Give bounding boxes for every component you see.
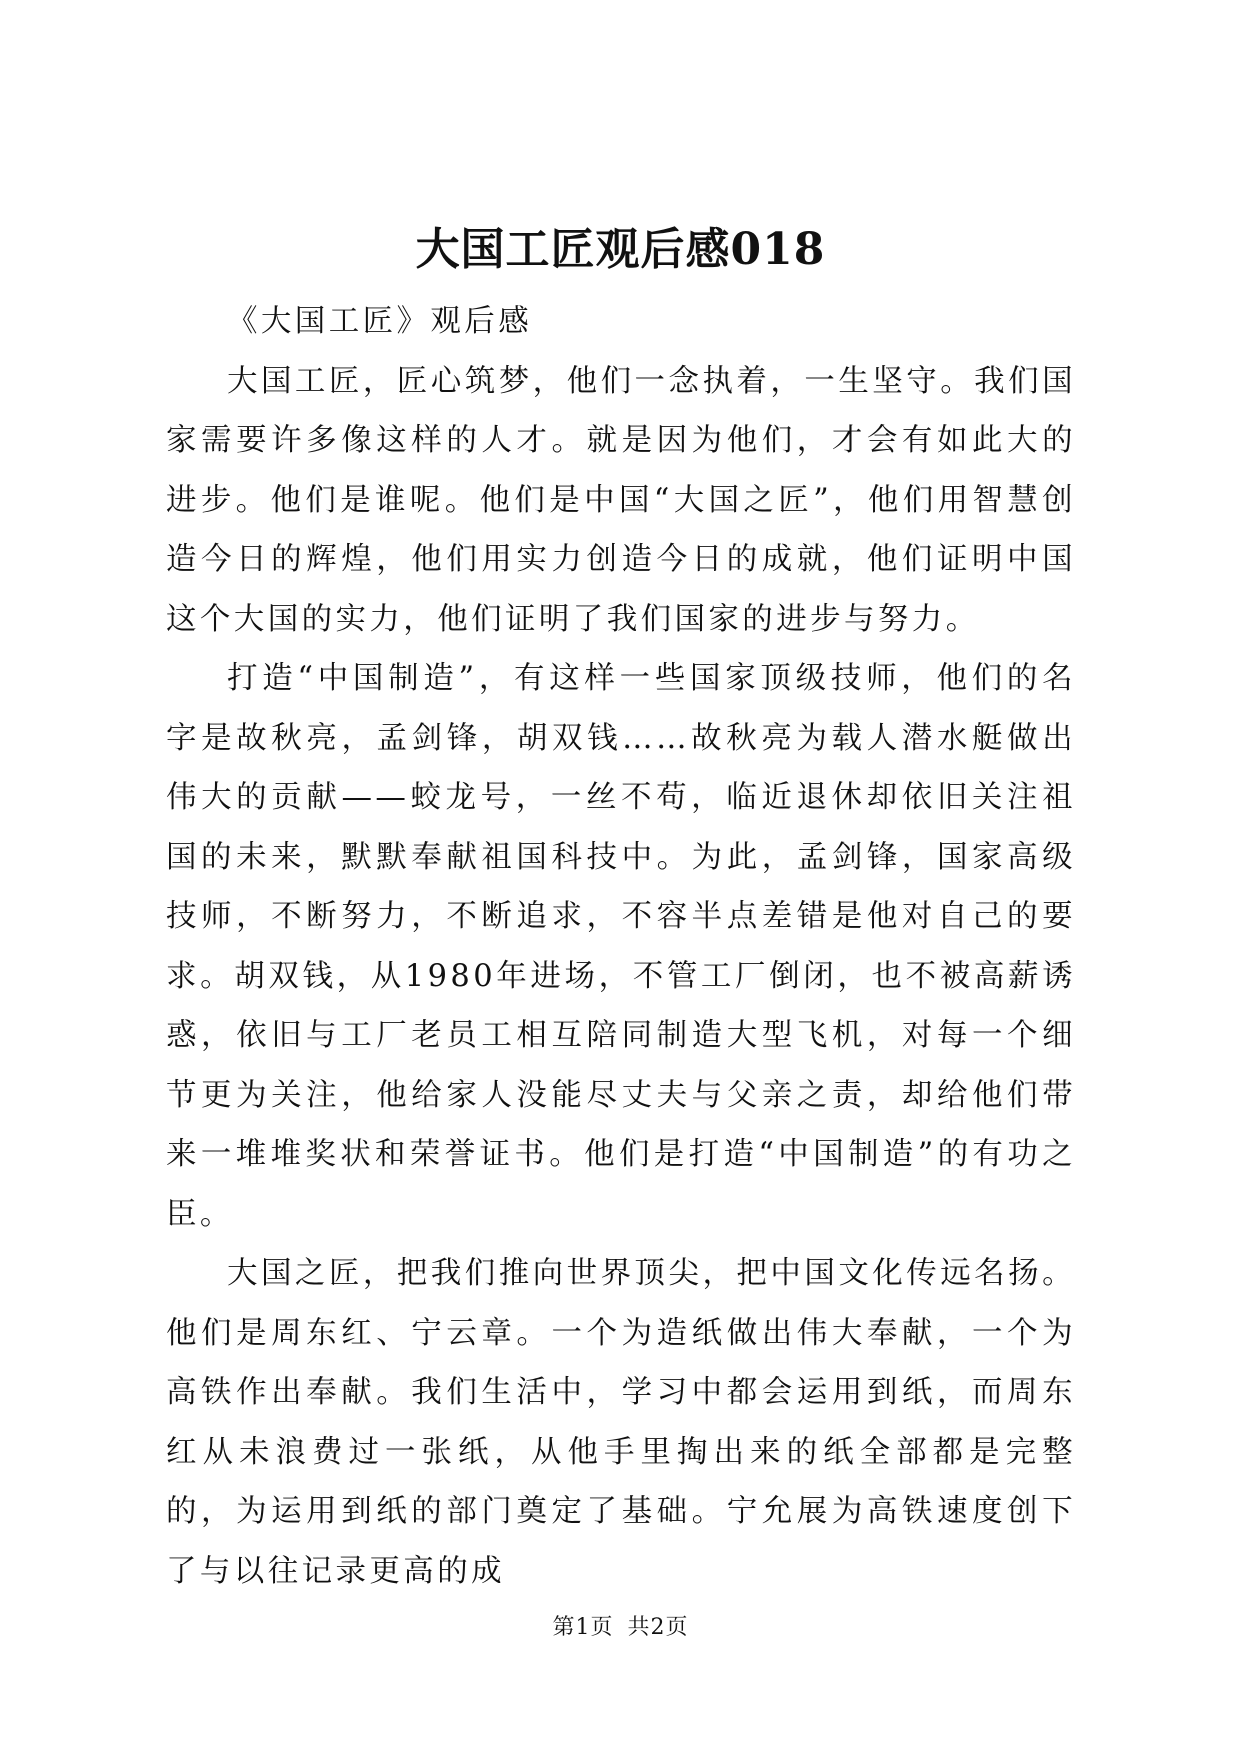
page-number-total: 共2页 — [627, 1615, 689, 1640]
document-subtitle: 《大国工匠》观后感 — [227, 304, 533, 339]
paragraph-2: 打造“中国制造”，有这样一些国家顶级技师，他们的名字是故秋亮，孟剑锋，胡双钱……故秋亮为载人潜水艇做出伟大的贡献——蛟龙号，一丝不苟，临近退休却依旧关注祖国的未来，默默奉献祖国科技中。为此，孟剑锋，国家高级技师，不断努力，不断追求，不容半点差错是他对自己的要求。胡双钱，从1980年进场，不管工厂倒闭，也不被高薪诱惑，依旧与工厂老员工相互陪同制造大型飞机，对每一个细节更为关注，他给家人没能尽丈夫与父亲之责，却给他们带来一堆堆奖状和荣誉证书。他们是打造“中国制造”的有功之臣。 — [166, 661, 1076, 1232]
document-body — [166, 292, 1076, 1601]
paragraph-1: 大国工匠，匠心筑梦，他们一念执着，一生坚守。我们国家需要许多像这样的人才。就是因为他们，才会有如此大的进步。他们是谁呢。他们是中国“大国之匠”，他们用智慧创造今日的辉煌，他们用实力创造今日的成就，他们证明中国这个大国的实力，他们证明了我们国家的进步与努力。 — [166, 363, 1076, 637]
page-number-current: 第1页 — [552, 1615, 614, 1640]
paragraph-3: 大国之匠，把我们推向世界顶尖，把中国文化传远名扬。他们是周东红、宁云章。一个为造纸做出伟大奉献，一个为高铁作出奉献。我们生活中，学习中都会运用到纸，而周东红从未浪费过一张纸，从他手里掏出来的纸全部都是完整的，为运用到纸的部门奠定了基础。宁允展为高铁速度创下了与以往记录更高的成 — [166, 1256, 1076, 1589]
document-title: 大国工匠观后感018 — [415, 224, 826, 275]
page-footer — [0, 1613, 1241, 1643]
